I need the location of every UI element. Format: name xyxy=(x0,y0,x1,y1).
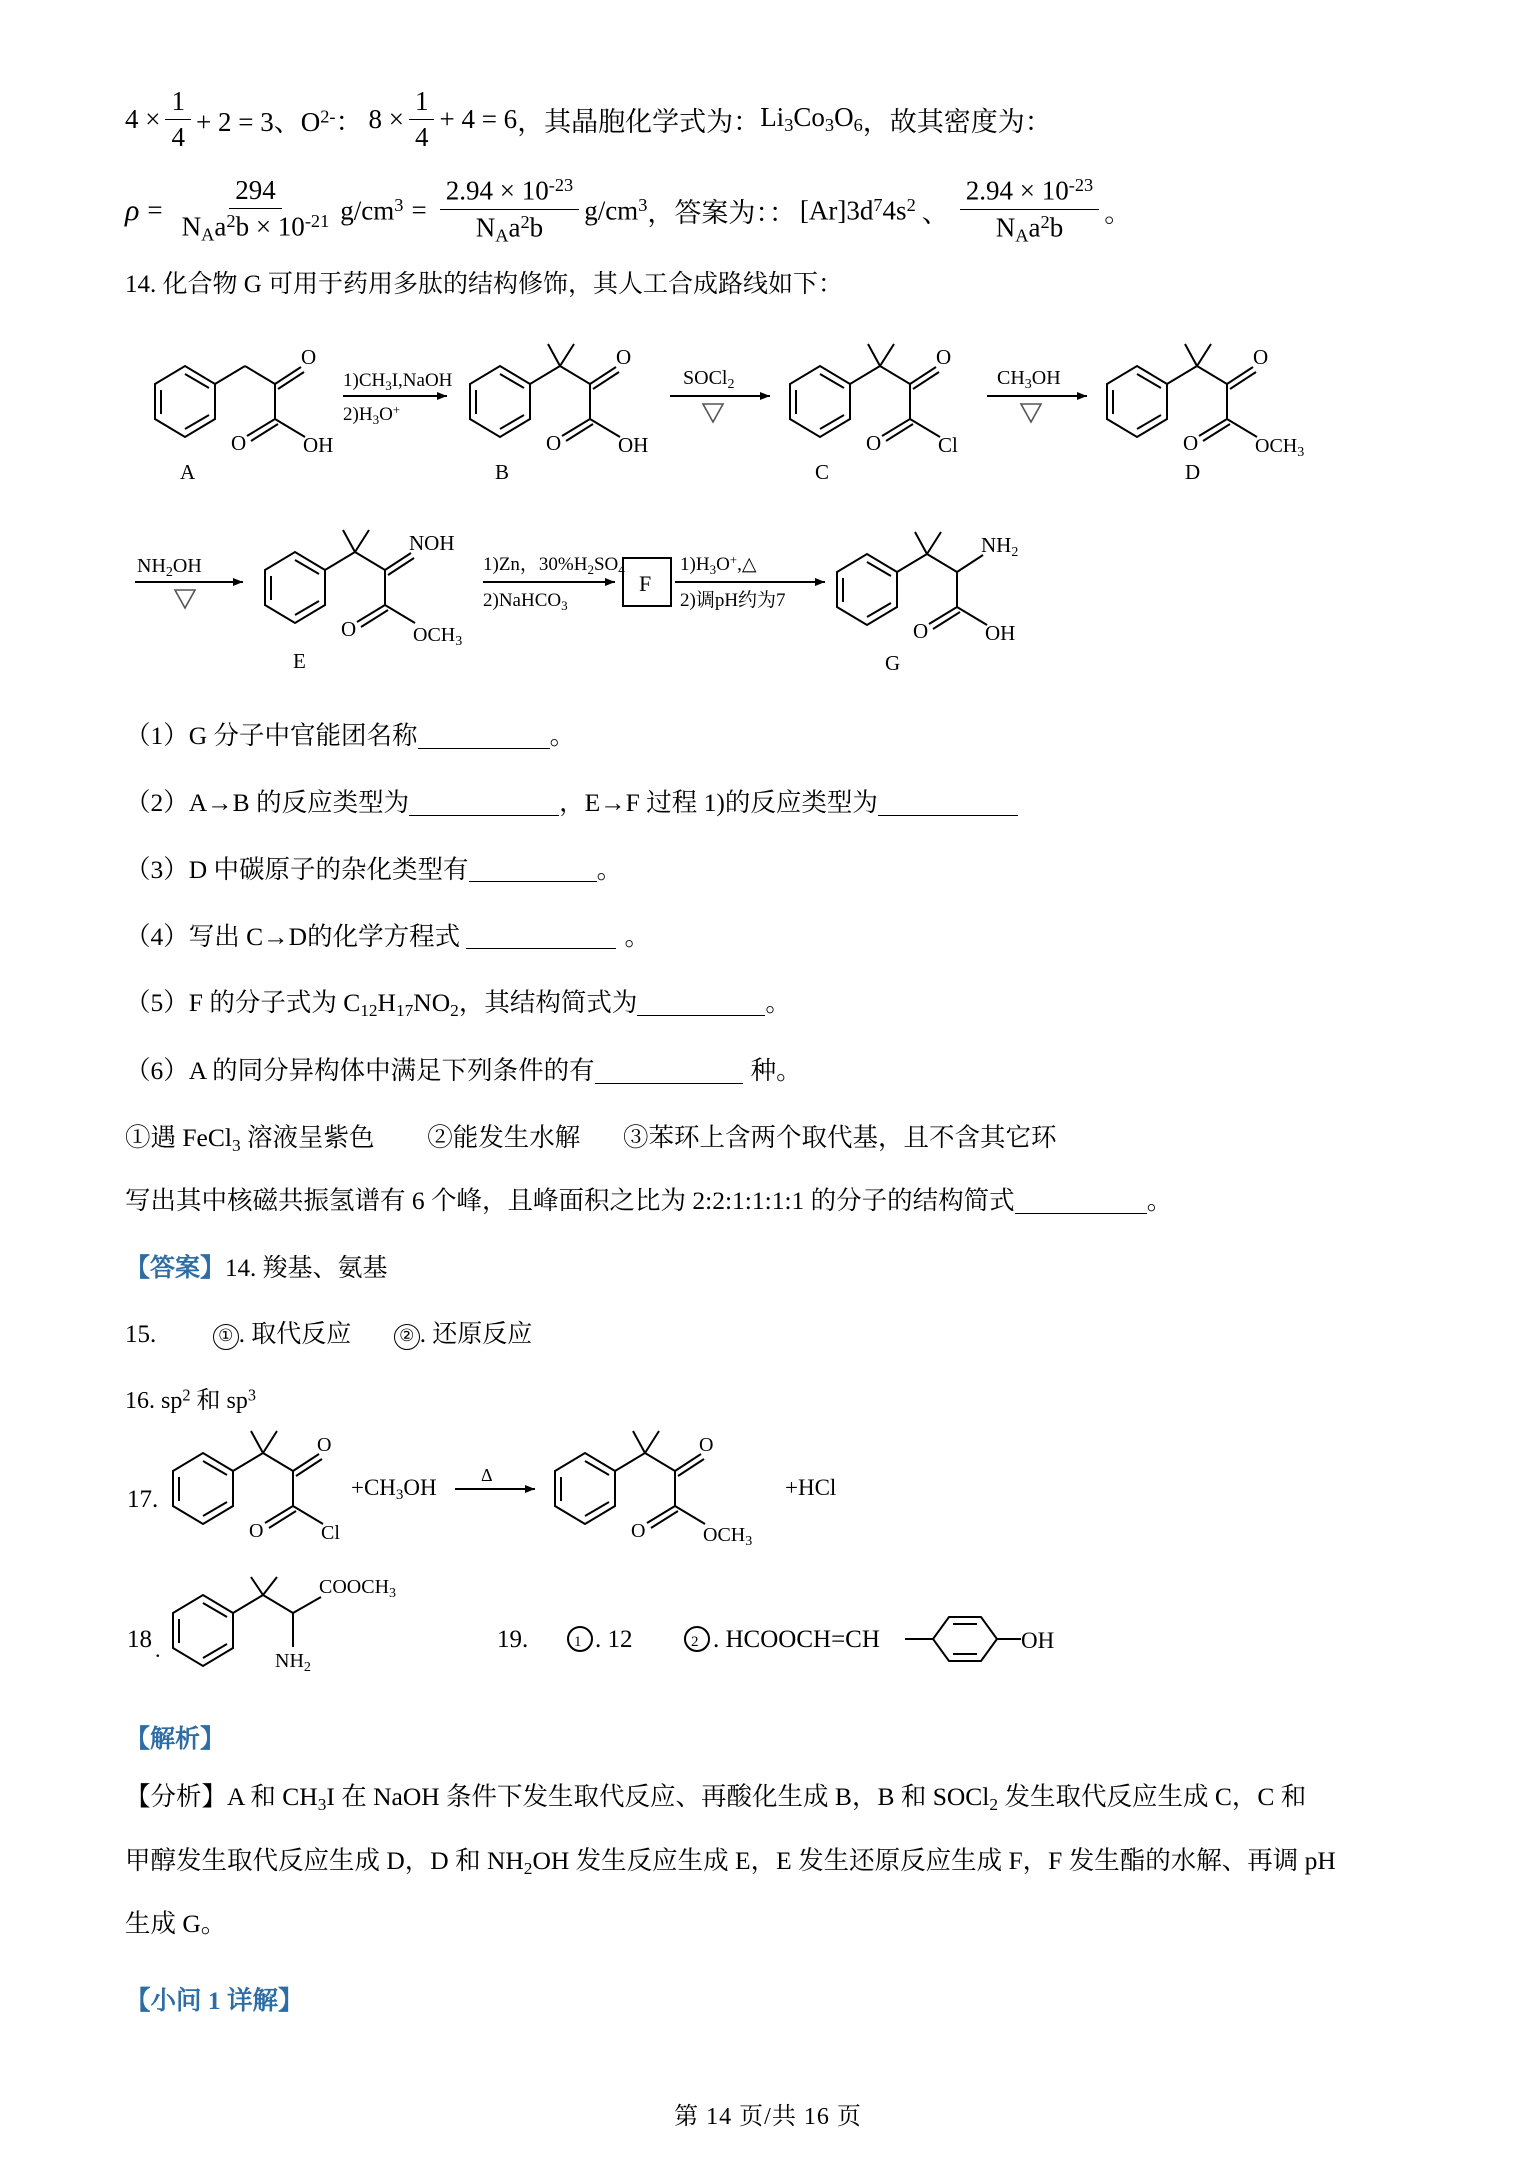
atom-label-Cl: Cl xyxy=(938,433,958,458)
atom-label-NH2: $NH_2$ xyxy=(275,1650,311,1676)
fraction-numerator: $2.94 \times 10^{-23}$ xyxy=(960,175,1099,209)
fraction-denominator: $N_Aa^2b$ xyxy=(995,211,1064,246)
compound-label-A: A xyxy=(180,460,196,485)
analysis-paragraph-2 xyxy=(125,1841,1415,1883)
equals-2: = xyxy=(411,195,427,226)
subquestion-number: （2） xyxy=(125,788,189,818)
arrow-reagent-top: $1)H_3O^+,\triangle$ xyxy=(680,552,757,578)
atom-label-Cl: Cl xyxy=(321,1522,340,1545)
atom-label-OCH3: $OCH_3$ xyxy=(703,1524,753,1550)
answer-19-item-1: . 12 xyxy=(595,1626,633,1654)
subquestion-tail: 。 xyxy=(765,988,791,1018)
condition-1: ①遇 FeCl$_3$ 溶液呈紫色 xyxy=(125,1122,375,1155)
structure-A xyxy=(155,366,305,441)
atom-label-O: O xyxy=(1183,431,1199,456)
answer-blank[interactable] xyxy=(469,855,597,883)
compound-label-B: B xyxy=(495,460,510,485)
subquestion-text: A 的同分异构体中满足下列条件的有 xyxy=(188,1056,595,1086)
density-fraction-2 xyxy=(440,175,579,246)
atom-label-O: O xyxy=(341,617,357,642)
reagent-methanol: +CH3OH xyxy=(351,1475,437,1504)
answer-intro: ，答案为：： xyxy=(647,198,796,229)
subquestion-number: （4） xyxy=(125,921,189,951)
atom-label-O: O xyxy=(546,431,562,456)
circled-number-1: ① xyxy=(213,1324,239,1350)
subquestion-4 xyxy=(125,917,1415,958)
atom-label-OCH3: $OCH_3$ xyxy=(1255,435,1305,461)
atom-label-O: O xyxy=(249,1520,264,1543)
nmr-text: 写出其中核磁共振氢谱有 6 个峰，且峰面积之比为 2:2:1:1:1:1 的分子的结构简式 xyxy=(125,1186,1015,1216)
crystal-expr-4: + 4 = 6 xyxy=(439,104,518,135)
analysis-tag: 【解析】 xyxy=(125,1726,226,1754)
crystal-text-1: ，其晶胞化学式为： xyxy=(517,107,761,138)
synthesis-scheme-row-2 xyxy=(125,510,1415,690)
answer-18-dot: . xyxy=(155,1637,161,1663)
atom-label-O: O xyxy=(616,345,632,370)
delta-heat-symbol xyxy=(175,590,195,608)
subquestion-mid: ，E→F 过程 1)的反应类型为 xyxy=(559,788,878,818)
arrow-reagent-top: $CH_3OH$ xyxy=(997,367,1061,393)
structure-E xyxy=(265,530,415,627)
reaction-arrow-5 xyxy=(675,578,825,586)
isomer-conditions xyxy=(125,1118,1415,1160)
compound-label-C: C xyxy=(815,460,830,485)
structure-C-reactant xyxy=(173,1431,323,1528)
structure-C xyxy=(790,344,940,441)
answer-section-17 xyxy=(125,1423,1415,1573)
equals-1: = xyxy=(147,195,163,226)
condition-3: ③苯环上含两个取代基，且不含其它环 xyxy=(623,1122,1057,1152)
fraction-numerator: 1 xyxy=(165,86,191,120)
subquestion-tail: 种。 xyxy=(750,1056,802,1086)
compound-label-E: E xyxy=(293,649,306,674)
analysis-paragraph-3 xyxy=(125,1904,1415,1945)
atom-label-O: O xyxy=(631,1520,646,1543)
arrow-reagent-bottom: 2)调pH约为7 xyxy=(680,590,786,612)
subquestion-number: （5） xyxy=(125,988,189,1018)
crystal-formula-line xyxy=(125,86,1415,153)
answer-17-number: 17. xyxy=(127,1486,159,1514)
fraction-one-quarter-a xyxy=(165,86,191,153)
arrow-reagent-top: 1)Zn，$30\%H_2SO_4$ xyxy=(483,554,625,578)
fraction-denominator: $N_Aa^2b \times 10^{-21}$ xyxy=(181,211,330,245)
analysis-title: 【分析】 xyxy=(125,1782,228,1812)
subquestion-2 xyxy=(125,783,1415,824)
atom-label-NOH: NOH xyxy=(409,531,455,556)
subquestion-5 xyxy=(125,983,1415,1025)
answer-blank[interactable] xyxy=(466,921,616,949)
atom-label-O: O xyxy=(699,1434,714,1457)
answer-blank[interactable] xyxy=(1015,1186,1147,1214)
condition-2: ②能发生水解 xyxy=(427,1122,581,1152)
rho-symbol: ρ xyxy=(125,193,140,227)
subquestion-6 xyxy=(125,1051,1415,1092)
subquestion-number: （3） xyxy=(125,854,189,884)
crystal-expr-1: 4 × xyxy=(125,104,161,135)
atom-label-OH: OH xyxy=(618,433,649,458)
delta-heat-symbol xyxy=(703,404,723,422)
crystal-expr-3: 8 × xyxy=(368,104,404,135)
subquestion-number: （1） xyxy=(125,721,189,751)
answer-15-number: 15. xyxy=(125,1321,157,1349)
atom-label-O: O xyxy=(936,345,952,370)
density-formula-line xyxy=(125,175,1415,246)
page-content xyxy=(125,60,1415,2022)
structure-G xyxy=(837,532,987,629)
atom-label-O: O xyxy=(231,431,247,456)
circled-number-2: ② xyxy=(394,1324,420,1350)
structure-D-product xyxy=(555,1431,705,1528)
subquestion-3 xyxy=(125,850,1415,891)
structure-D xyxy=(1107,344,1257,441)
subquestion-text: G 分子中官能团名称 xyxy=(188,721,418,751)
subquestion-1 xyxy=(125,716,1415,757)
atom-label-OH: OH xyxy=(985,621,1016,646)
atom-label-O: O xyxy=(1253,345,1269,370)
answer-blank[interactable] xyxy=(637,988,765,1016)
nmr-tail: 。 xyxy=(1146,1186,1173,1216)
atom-label-O: O xyxy=(913,619,929,644)
fraction-one-quarter-b xyxy=(409,86,435,153)
answer-section-18-19 xyxy=(125,1575,1415,1695)
circled-number-1: 1 xyxy=(574,1634,582,1651)
answer-blank[interactable] xyxy=(418,721,550,749)
answer-14-text: 14. 羧基、氨基 xyxy=(225,1255,388,1283)
subquestion-text: D 中碳原子的杂化类型有 xyxy=(188,854,469,884)
answer-19-number: 19. xyxy=(497,1626,529,1654)
answer-section-14 xyxy=(125,1248,1415,1284)
fraction-denominator: $N_Aa^2b$ xyxy=(475,211,544,246)
question-14-stem: 14. 化合物 G 可用于药用多肽的结构修饰，其人工合成路线如下： xyxy=(125,271,844,299)
delta-label: Δ xyxy=(481,1465,493,1486)
analysis-text-3: 生成 G。 xyxy=(125,1909,227,1939)
product-hcl: +HCl xyxy=(785,1475,837,1501)
structure-phenol-ring xyxy=(933,1617,997,1661)
reaction-arrow-0 xyxy=(135,578,243,586)
reaction-arrow-1 xyxy=(343,392,447,400)
subquestion-text: F 的分子式为 $C_{12}H_{17}NO_2$，其结构简式为 xyxy=(188,988,638,1021)
compound-label-D: D xyxy=(1185,460,1201,485)
arrow-reagent-top: SOCl$_2$ xyxy=(683,367,735,393)
atom-label-OH: OH xyxy=(303,433,334,458)
page-footer: 第 14 页/共 16 页 xyxy=(674,2104,862,2130)
nmr-question-line xyxy=(125,1181,1415,1222)
answer-16-text: 16. $sp^2$ 和 $sp^3$ xyxy=(125,1385,256,1415)
subquestion-tail: 。 xyxy=(624,921,650,951)
subquestion-number: （6） xyxy=(125,1056,189,1086)
answer-section-16 xyxy=(125,1380,1415,1415)
reaction-arrow-3 xyxy=(987,392,1087,400)
density-unit-1: $g/cm^3$ xyxy=(340,194,404,226)
analysis-text-2: 甲醇发生取代反应生成 D，D 和 $NH_2OH$ 发生反应生成 E，E 发生还原反应生成 F，F 发生酯的水解、再调 pH xyxy=(125,1845,1336,1878)
fraction-numerator: 1 xyxy=(409,86,435,120)
detail-tag: 【小问 1 详解】 xyxy=(125,1986,304,2016)
answer-15-item-2: . 还原反应 xyxy=(419,1321,533,1349)
fraction-numerator: 294 xyxy=(229,175,282,209)
arrow-reagent-bottom: $2)H_3O^+$ xyxy=(343,402,401,428)
density-fraction-1 xyxy=(176,175,336,246)
answer-19-item-2: . HCOOCH=CH xyxy=(713,1626,880,1654)
oxide-charge: 2- xyxy=(320,106,336,127)
synthesis-scheme-row-1 xyxy=(125,324,1415,504)
answer-blank[interactable] xyxy=(878,788,1018,816)
fraction-denominator: 4 xyxy=(414,122,429,153)
atom-label-O: O xyxy=(866,431,882,456)
density-fraction-3 xyxy=(960,175,1099,246)
atom-label-O: O xyxy=(317,1434,332,1457)
answer-blank[interactable] xyxy=(595,1056,743,1084)
electron-configuration: $[Ar]3d^74s^2$ xyxy=(799,194,916,226)
atom-label-NH2: NH2 xyxy=(981,533,1019,561)
atom-label-OH: OH xyxy=(1021,1628,1055,1654)
crystal-chemical-formula: $Li_3Co_3O_6$ xyxy=(760,102,863,136)
arrow-reagent-top: $1)CH_3I,NaOH$ xyxy=(343,370,453,394)
compound-label-G: G xyxy=(885,651,901,676)
detail-heading xyxy=(125,1981,1415,2022)
reaction-arrow-2 xyxy=(670,392,770,400)
crystal-expr-2: + 2 = 3、$O^{2-}$： xyxy=(195,106,363,138)
reaction-arrow-17 xyxy=(455,1485,535,1493)
analysis-paragraph-1 xyxy=(125,1777,1415,1819)
arrow-reagent-top: $NH_2OH$ xyxy=(137,555,202,581)
arrow-reagent-bottom: 2)NaHCO$_3$ xyxy=(483,590,568,614)
atom-label-COOCH3: $COOCH_3$ xyxy=(319,1576,397,1602)
subquestion-tail: 。 xyxy=(596,854,623,884)
analysis-text-1: A 和 $CH_3I$ 在 NaOH 条件下发生取代反应、再酸化生成 B，B 和 SOCl$_2$ 发生取代反应生成 C，C 和 xyxy=(227,1782,1307,1815)
subquestion-tail: 。 xyxy=(549,721,576,751)
answer-15-item-1: . 取代反应 xyxy=(238,1321,352,1349)
crystal-text-2: ，故其密度为： xyxy=(862,107,1052,138)
answer-18-number: 18 xyxy=(127,1626,152,1654)
answer-blank[interactable] xyxy=(409,788,559,816)
analysis-tag-line xyxy=(125,1719,1415,1755)
reaction-arrow-4 xyxy=(483,578,615,586)
density-unit-2: $g/cm^3$ xyxy=(584,194,648,226)
answer-tag: 【答案】 xyxy=(125,1255,226,1283)
atom-label-O: O xyxy=(301,345,317,370)
atom-label-OCH3: $OCH_3$ xyxy=(413,624,463,650)
delta-heat-symbol xyxy=(1021,404,1041,422)
subquestion-text: A→B 的反应类型为 xyxy=(188,788,410,818)
compound-label-F: F xyxy=(639,571,652,597)
structure-B xyxy=(470,344,620,441)
separator-dun: 、 xyxy=(921,198,949,229)
fraction-numerator: $2.94 \times 10^{-23}$ xyxy=(440,175,579,209)
fraction-denominator: 4 xyxy=(171,122,185,153)
circled-number-2: 2 xyxy=(691,1634,699,1651)
period-mark: 。 xyxy=(1104,198,1132,229)
subquestion-text: 写出 C→D的化学方程式 xyxy=(188,921,467,951)
answer-section-15 xyxy=(125,1314,1415,1350)
